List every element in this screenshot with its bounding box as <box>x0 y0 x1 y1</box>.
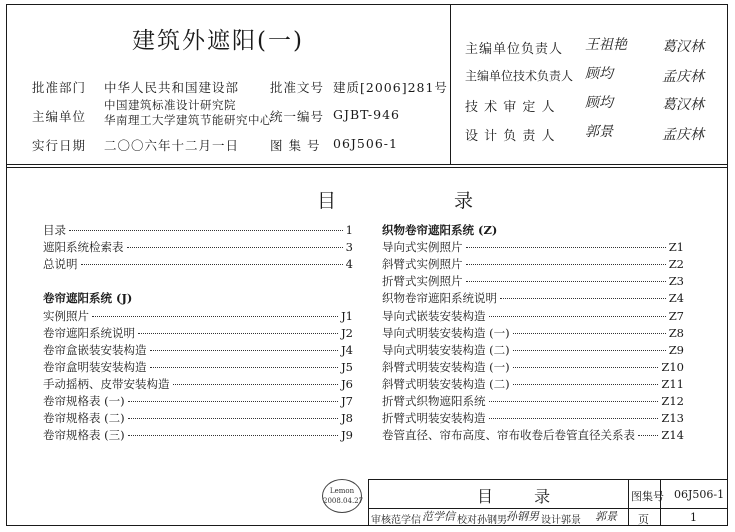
titleblock-role-designer: 设计郭景 <box>541 515 581 526</box>
signature-label-tech: 主编单位技术负责人 <box>465 69 574 83</box>
page-title: 建筑外遮阳(一) <box>132 28 304 54</box>
toc-item[interactable]: 手动摇柄、皮带安装构造 J6 <box>43 377 353 391</box>
header-bottom-line <box>6 164 728 165</box>
signature-tech-2: 孟庆林 <box>662 69 704 85</box>
info-label-approval-no: 批准文号 <box>270 80 325 95</box>
signature-chief: 王祖艳 <box>585 37 627 53</box>
toc-item[interactable]: 导向式明装安装构造 (一) Z8 <box>382 326 684 340</box>
toc-item[interactable]: 卷帘规格表 (一) J7 <box>43 394 353 408</box>
titleblock-left-border <box>368 479 369 526</box>
info-label-unified-no: 统一编号 <box>270 109 325 124</box>
signature-label-reviewer: 技 术 审 定 人 <box>465 100 556 115</box>
header-bottom-line-2 <box>6 167 728 168</box>
signature-designer: 郭景 <box>585 124 613 140</box>
signature-label-chief: 主编单位负责人 <box>465 42 564 57</box>
titleblock-role-reviewer: 审核范学信 <box>371 515 421 526</box>
info-label-approver: 批准部门 <box>32 80 87 95</box>
signature-chief-2: 葛汉林 <box>662 39 704 55</box>
info-value-editor-1: 中国建筑标准设计研究院 <box>104 98 236 112</box>
toc-section-heading: 卷帘遮阳系统 (J) <box>43 291 133 305</box>
info-value-date: 二〇〇六年十二月一日 <box>104 138 240 153</box>
titleblock-page-no: 1 <box>690 511 697 524</box>
titleblock-divider <box>628 479 629 526</box>
titleblock-sig-designer: 郭景 <box>595 510 617 523</box>
toc-item[interactable]: 折臂式织物遮阳系统 Z12 <box>382 394 684 408</box>
toc-item[interactable]: 斜臂式明装安装构造 (一) Z10 <box>382 360 684 374</box>
stamp-line-1: Lemon <box>329 487 355 495</box>
titleblock-top-border <box>368 479 728 480</box>
toc-item[interactable]: 折臂式明装安装构造 Z13 <box>382 411 684 425</box>
stamp-seal <box>322 479 362 513</box>
info-value-approval-no: 建质[2006]281号 <box>333 80 448 95</box>
toc-item[interactable]: 卷帘规格表 (二) J8 <box>43 411 353 425</box>
titleblock-role-checker: 校对孙钢男 <box>457 515 507 526</box>
toc-item[interactable]: 总说明 4 <box>43 257 353 271</box>
toc-item[interactable]: 织物卷帘遮阳系统说明 Z4 <box>382 291 684 305</box>
stamp-line-2: 2008.04.27 <box>323 497 364 505</box>
info-value-unified-no: GJBT-946 <box>333 107 400 122</box>
toc-item[interactable]: 实例照片 J1 <box>43 309 353 323</box>
toc-item[interactable]: 斜臂式明装安装构造 (二) Z11 <box>382 377 684 391</box>
toc-section-heading: 织物卷帘遮阳系统 (Z) <box>382 223 498 237</box>
signature-reviewer-2: 葛汉林 <box>662 97 704 113</box>
info-label-editor: 主编单位 <box>32 109 87 124</box>
toc-item[interactable]: 斜臂式实例照片 Z2 <box>382 257 684 271</box>
toc-item[interactable]: 卷帘盒嵌装安装构造 J4 <box>43 343 353 357</box>
signature-reviewer: 顾均 <box>585 95 613 111</box>
titleblock-atlas-no: 06J506-1 <box>674 488 725 501</box>
toc-item[interactable]: 导向式实例照片 Z1 <box>382 240 684 254</box>
toc-item[interactable]: 卷帘盒明装安装构造 J5 <box>43 360 353 374</box>
signature-label-designer: 设 计 负 责 人 <box>465 129 556 144</box>
toc-heading: 目 录 <box>317 190 530 212</box>
info-label-date: 实行日期 <box>32 138 87 153</box>
toc-item[interactable]: 目录 1 <box>43 223 353 237</box>
toc-item[interactable]: 导向式明装安装构造 (二) Z9 <box>382 343 684 357</box>
toc-item[interactable]: 折臂式实例照片 Z3 <box>382 274 684 288</box>
header-divider <box>450 4 451 164</box>
info-value-approver: 中华人民共和国建设部 <box>104 80 240 95</box>
titleblock-atlas-label: 图集号 <box>631 490 664 503</box>
info-label-atlas-no: 图 集 号 <box>270 138 321 153</box>
info-value-editor-2: 华南理工大学建筑节能研究中心 <box>104 113 272 127</box>
titleblock-title: 目 录 <box>477 487 569 506</box>
titleblock-sig-reviewer: 范学信 <box>422 510 455 523</box>
toc-item[interactable]: 卷管直径、帘布高度、帘布收卷后卷管直径关系表 Z14 <box>382 428 684 442</box>
toc-item[interactable]: 卷帘遮阳系统说明 J2 <box>43 326 353 340</box>
signature-designer-2: 孟庆林 <box>662 127 704 143</box>
titleblock-sig-checker: 孙钢男 <box>506 510 539 523</box>
info-value-atlas-no: 06J506-1 <box>333 136 398 151</box>
signature-tech: 顾均 <box>585 66 613 82</box>
toc-item[interactable]: 卷帘规格表 (三) J9 <box>43 428 353 442</box>
toc-item[interactable]: 导向式嵌装安装构造 Z7 <box>382 309 684 323</box>
titleblock-page-label: 页 <box>638 513 649 526</box>
toc-item[interactable]: 遮阳系统检索表 3 <box>43 240 353 254</box>
